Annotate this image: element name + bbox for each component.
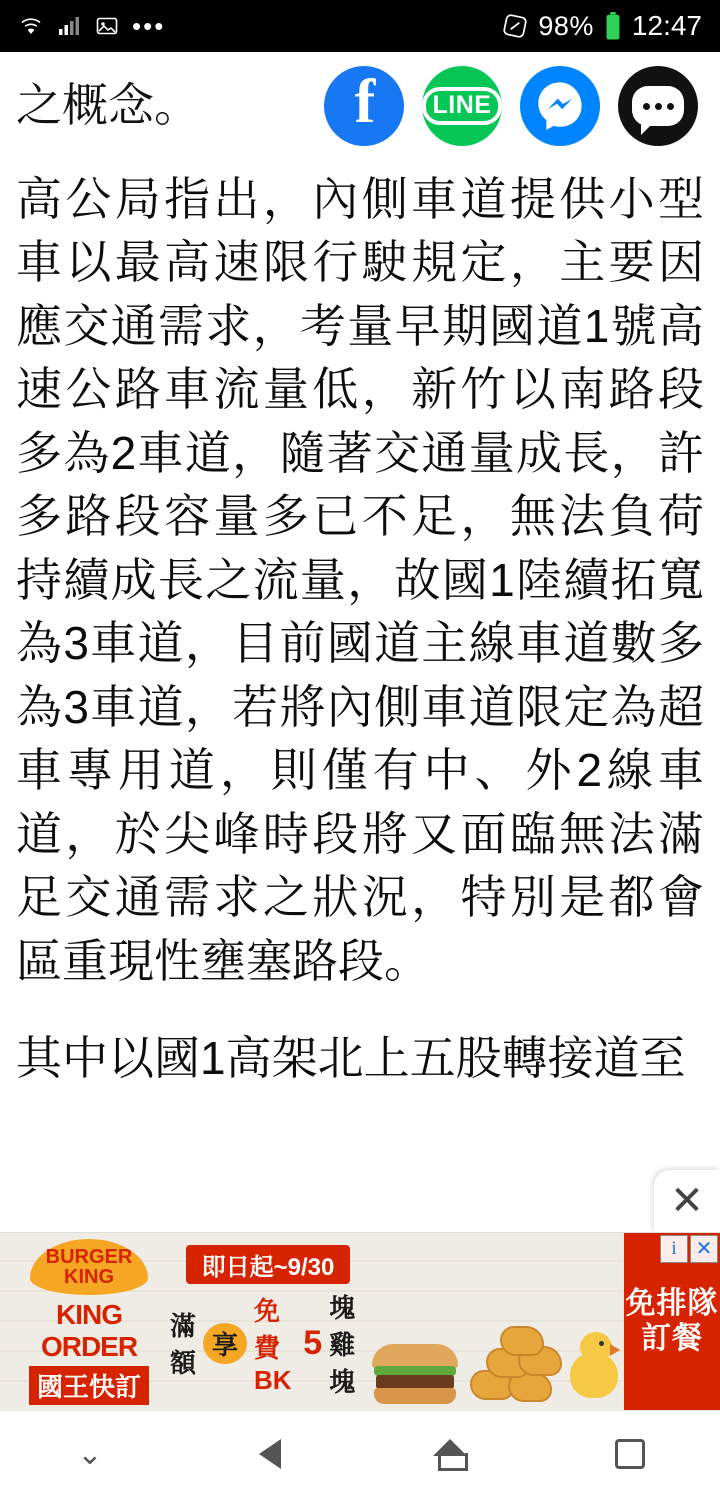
nfc-icon [502,13,528,39]
more-dots-icon: ••• [132,10,166,41]
ad-brand-subtitle: 國王快訂 [29,1366,149,1405]
ad-offer-pill: 享 [203,1323,247,1364]
ad-offer-prefix: 滿額 [170,1311,197,1378]
home-icon [433,1439,467,1469]
burger-king-logo [0,1239,170,1405]
ad-brand-title: KING ORDER [40,1298,138,1362]
advertisement-banner[interactable] [0,1232,720,1410]
nuggets-icon [464,1326,560,1404]
ad-close-button[interactable]: ✕ [654,1170,720,1232]
messenger-icon [534,78,586,135]
messenger-share-button[interactable] [520,66,600,146]
ad-offer-free: 免費BK [254,1295,292,1395]
ad-date-row [170,1245,366,1284]
ad-copy-area [170,1245,372,1399]
line-icon: LINE [422,87,503,125]
article-paragraph: 高公局指出，內側車道提供小型車以最高速限行駛規定，主要因應交通需求，考量早期國道1號高速公路車流量低，新竹以南路段多為2車道，隨著交通量成長，許多路段容量多已不足，無法負荷持續成長之流量，故國1陸續拓寬為3車道，目前國道主線車道數多為3車道，若將內側車道限定為超車專用道，則僅有中、外2線車道，於尖峰時段將又面臨無法滿足交通需求之狀況，特別是都會區重現性壅塞路段。 [16,173,704,987]
status-bar [0,0,720,52]
ad-main-area[interactable] [0,1233,624,1410]
nav-back-button[interactable] [222,1411,318,1497]
ad-dismiss-icon[interactable]: ✕ [690,1235,718,1263]
ad-offer-suffix: 塊雞塊 [329,1292,356,1397]
ad-cta-label: 免排隊訂餐 [625,1287,719,1355]
facebook-icon: f [354,68,376,136]
ad-date-label: 即日起~9/30 [186,1245,351,1284]
ad-offer-number: 5 [303,1323,323,1362]
ad-offer-row [170,1288,366,1399]
bk-bun-text: BURGER KING [45,1245,133,1288]
battery-percent-label: 98% [538,10,594,41]
ad-product-art [372,1233,624,1410]
ad-badge-group[interactable] [660,1235,718,1263]
article-tail-text: 之概念。 [16,79,200,132]
share-buttons-row [324,66,704,146]
back-triangle-icon [259,1439,281,1469]
chevron-down-icon: ⌄ [77,1437,103,1471]
article-paragraph: 其中以國1高架北上五股轉接道至 [16,1032,686,1085]
status-clock: 12:47 [631,10,702,41]
article-content[interactable] [0,52,720,1232]
square-recents-icon [615,1439,645,1469]
nav-recents-button[interactable] [582,1411,678,1497]
article-top-row [16,52,704,160]
comment-icon [632,86,684,126]
gallery-icon [94,14,120,38]
battery-icon [604,12,622,40]
burger-icon [372,1344,458,1404]
system-navigation-bar [0,1410,720,1497]
signal-bars-icon [56,14,82,38]
ad-info-icon[interactable]: i [660,1235,688,1263]
bk-bun-icon [30,1239,148,1295]
nav-home-button[interactable] [402,1411,498,1497]
chicken-mascot-icon [566,1332,624,1404]
line-share-button[interactable] [422,66,502,146]
nav-collapse-button[interactable] [42,1411,138,1497]
facebook-share-button[interactable] [324,66,404,146]
wifi-icon [18,14,44,38]
comment-button[interactable] [618,66,698,146]
